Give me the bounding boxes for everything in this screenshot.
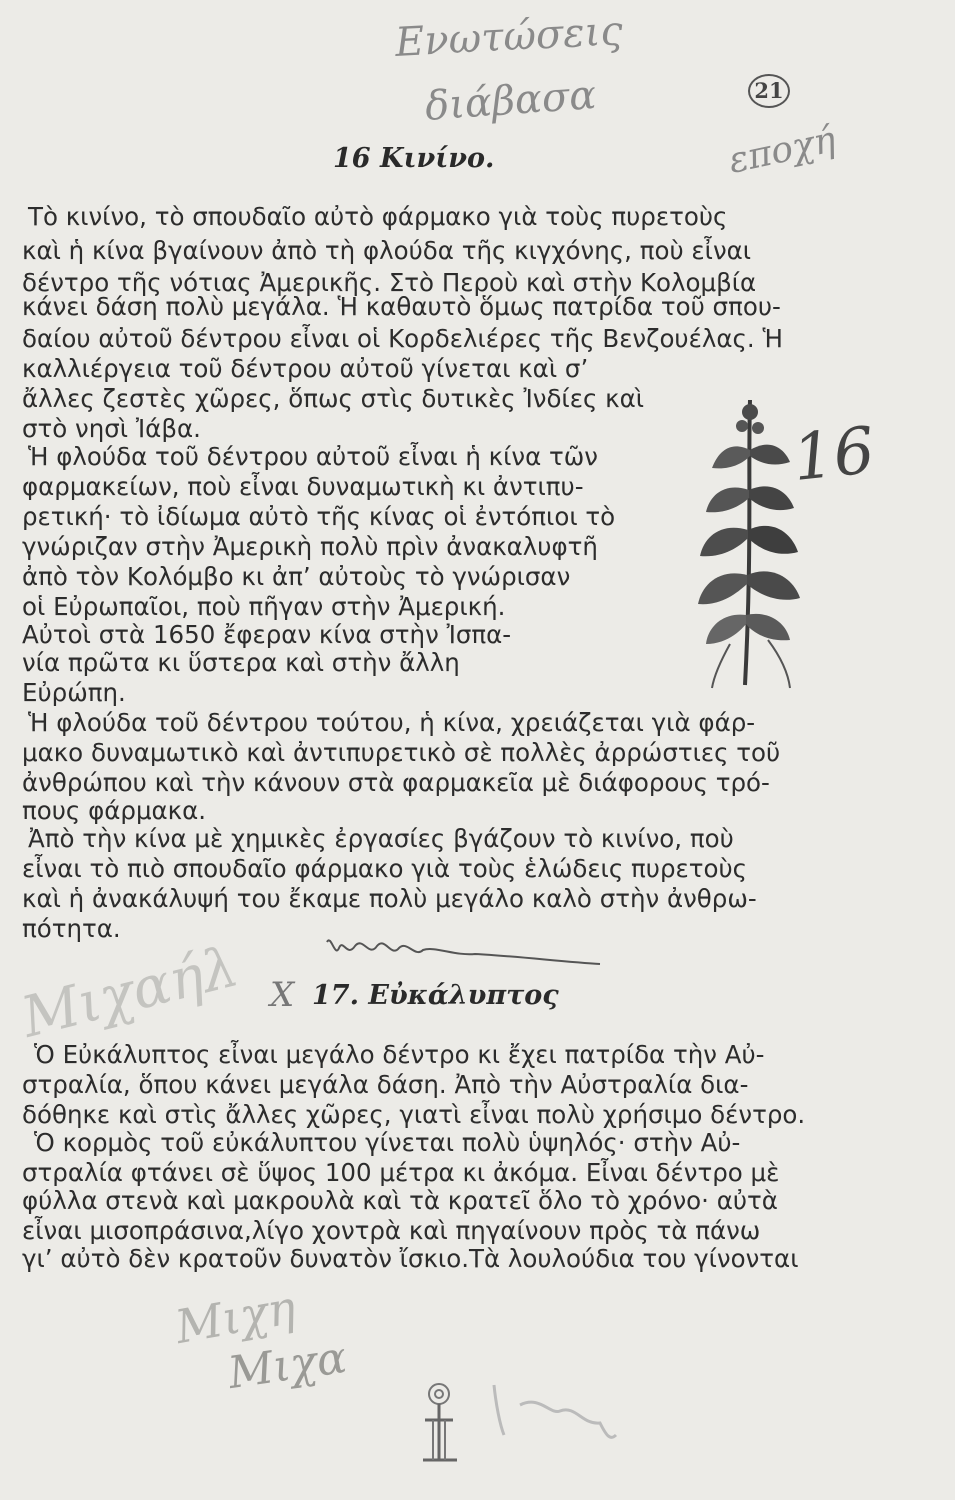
text-line: καὶ ἡ κίνα βγαίνουν ἀπὸ τὴ φλούδα τῆς κιγχόνης, ποὺ εἶναι [22, 236, 752, 265]
text-line: καὶ ἡ ἀνακάλυψή του ἔκαμε πολὺ μεγάλο καλὸ στὴν ἀνθρω- [22, 884, 757, 913]
handwritten-note-right: εποχή [724, 119, 840, 182]
cinchona-plant-illustration [690, 390, 810, 690]
text-line: κάνει δάση πολὺ μεγάλα. Ἡ καθαυτὸ ὅμως πατρίδα τοῦ σπου- [22, 292, 781, 321]
text-line: δόθηκε καὶ στὶς ἄλλες χῶρες, γιατὶ εἶναι πολὺ χρήσιμο δέντρο. [22, 1100, 806, 1129]
text-line: δέντρο τῆς νότιας Ἀμερικῆς. Στὸ Περοὺ καὶ στὴν Κολομβία [22, 268, 757, 297]
handwritten-bottom-note-1: Μιχη [171, 1279, 300, 1355]
text-line: εἶναι μισοπράσινα,λίγο χοντρὰ καὶ πηγαίνουν πρὸς τὰ πάνω [22, 1216, 761, 1245]
pencil-doodle-right [490, 1375, 620, 1445]
text-line: Ὁ κορμὸς τοῦ εὐκάλυπτου γίνεται πολὺ ὑψηλός· στὴν Αὐ- [34, 1128, 741, 1157]
text-line: φαρμακείων, ποὺ εἶναι δυναμωτικὴ κι ἀντιπυ- [22, 472, 584, 501]
text-line: ἄλλες ζεστὲς χῶρες, ὅπως στὶς δυτικὲς Ἰνδίες καὶ [22, 384, 645, 413]
text-line: οἱ Εὐρωπαῖοι, ποὺ πῆγαν στὴν Ἀμερική. [22, 592, 506, 621]
text-line: ἀνθρώπου καὶ τὴν κάνουν στὰ φαρμακεῖα μὲ διάφορους τρό- [22, 768, 770, 797]
section-heading-quinine: 16 Κινίνο. [333, 143, 495, 174]
text-line: φύλλα στενὰ καὶ μακρουλὰ καὶ τὰ κρατεῖ ὅλο τὸ χρόνο· αὐτὰ [22, 1186, 778, 1215]
handwritten-margin-scribble: Μιχαήλ [15, 934, 245, 1051]
text-line: ἀπὸ τὸν Κολόμβο κι ἀπ’ αὐτοὺς τὸ γνώρισαν [22, 562, 571, 591]
text-line: δαίου αὐτοῦ δέντρου εἶναι οἱ Κορδελιέρες τῆς Βενζουέλας. Ἡ [22, 324, 783, 353]
section-heading-eucalyptus: 17. Εὐκάλυπτος [312, 980, 559, 1011]
page-number: 21 [748, 74, 790, 108]
text-line: Εὐρώπη. [22, 678, 126, 707]
text-line: Αὐτοὶ στὰ 1650 ἔφεραν κίνα στὴν Ἰσπα- [22, 620, 512, 649]
text-line: Ἡ φλούδα τοῦ δέντρου αὐτοῦ εἶναι ἡ κίνα τῶν [28, 442, 598, 471]
text-line: Ὁ Εὐκάλυπτος εἶναι μεγάλο δέντρο κι ἔχει πατρίδα τὴν Αὐ- [34, 1040, 765, 1069]
text-line: Τὸ κινίνο, τὸ σπουδαῖο αὐτὸ φάρμακο γιὰ τοὺς πυρετοὺς [28, 202, 728, 231]
text-line: στραλία, ὅπου κάνει μεγάλα δάση. Ἀπὸ τὴν Αὐστραλία δια- [22, 1070, 749, 1099]
text-line: πους φάρμακα. [22, 796, 207, 825]
section-divider [325, 928, 605, 968]
text-line: στὸ νησὶ Ἰάβα. [22, 414, 201, 443]
handwritten-plant-mark: 16 [789, 413, 879, 497]
handwritten-x-mark: X [270, 975, 295, 1015]
text-line: καλλιέργεια τοῦ δέντρου αὐτοῦ γίνεται καὶ σ’ [22, 354, 589, 383]
handwritten-bottom-note-2: Μιχα [225, 1331, 350, 1400]
text-line: πότητα. [22, 914, 121, 943]
text-line: γι’ αὐτὸ δὲν κρατοῦν δυνατὸν ἴσκιο.Τὰ λουλούδια του γίνονται [22, 1244, 799, 1273]
text-line: Ἡ φλούδα τοῦ δέντρου τούτου, ἡ κίνα, χρειάζεται γιὰ φάρ- [28, 708, 756, 737]
text-line: γνώριζαν στὴν Ἀμερικὴ πολὺ πρὶν ἀνακαλυφτῆ [22, 532, 598, 561]
text-line: νία πρῶτα κι ὕστερα καὶ στὴν ἄλλη [22, 648, 460, 677]
text-line: εἶναι τὸ πιὸ σπουδαῖο φάρμακο γιὰ τοὺς ἑλώδεις πυρετοὺς [22, 854, 748, 883]
handwritten-note-second: διάβασα [423, 72, 598, 130]
text-line: ρετική· τὸ ἰδίωμα αὐτὸ τῆς κίνας οἱ ἐντόπιοι τὸ [22, 502, 616, 531]
text-line: μακο δυναμωτικὸ καὶ ἀντιπυρετικὸ σὲ πολλὲς ἀρρώστιες τοῦ [22, 738, 781, 767]
text-line: Ἀπὸ τὴν κίνα μὲ χημικὲς ἐργασίες βγάζουν τὸ κινίνο, ποὺ [28, 824, 734, 853]
text-line: στραλία φτάνει σὲ ὕψος 100 μέτρα κι ἀκόμα. Εἶναι δέντρο μὲ [22, 1158, 780, 1187]
handwritten-note-top: Ενωτώσεις [393, 8, 624, 66]
pencil-doodle [405, 1380, 475, 1470]
